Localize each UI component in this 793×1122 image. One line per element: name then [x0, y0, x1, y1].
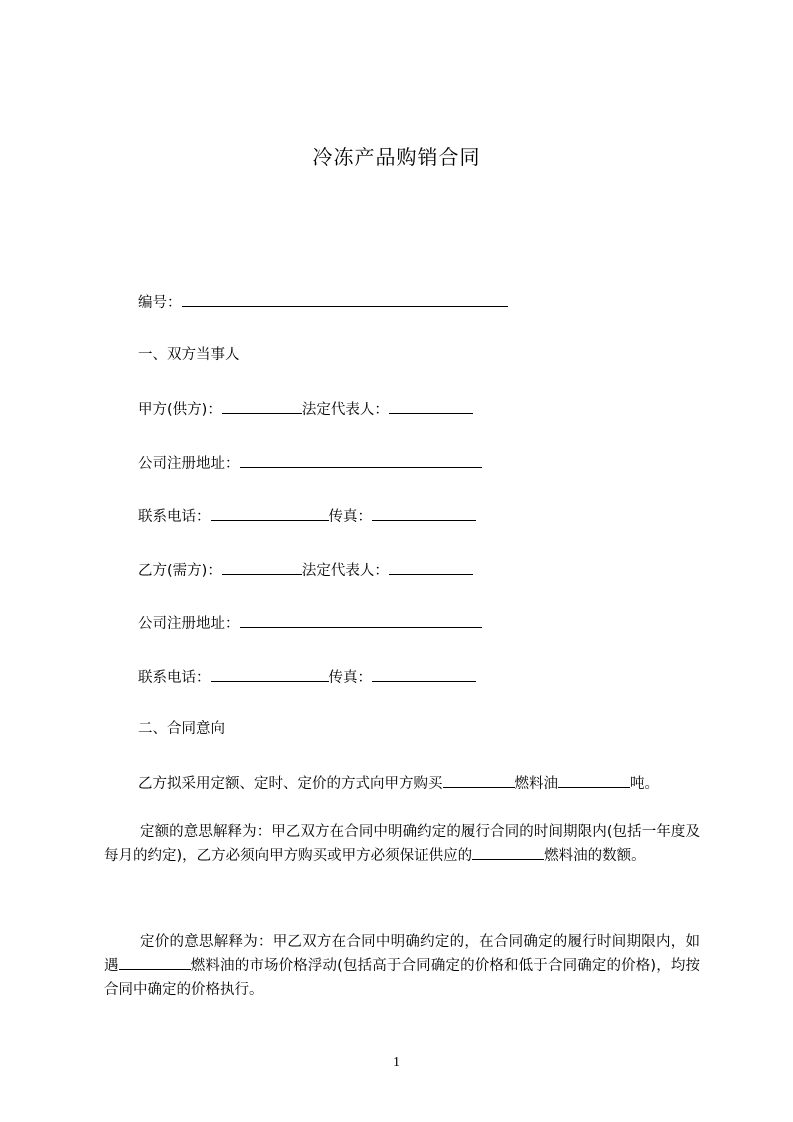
party-a-label: 甲方(供方)：	[138, 402, 222, 418]
page-title: 冷冻产品购销合同	[312, 145, 481, 169]
party-b-legal-rep-label: 法定代表人：	[301, 563, 389, 579]
price-text-2: 燃料油的市场价格浮动(包括高于合同确定的价格和低于合同确定的价格)，均按合同中确定的价格执行。	[104, 958, 700, 998]
price-definition-paragraph	[104, 930, 700, 1002]
party-a-fax-label: 传真：	[328, 509, 372, 525]
quota-product-blank	[472, 844, 544, 860]
section1-heading: 一、双方当事人	[138, 347, 240, 363]
party-a-legal-rep-blank	[389, 398, 473, 414]
party-b-label: 乙方(需方)：	[138, 563, 222, 579]
party-b-legal-rep-blank	[389, 559, 473, 575]
party-a-address-label: 公司注册地址：	[138, 456, 240, 472]
quota-text-1: 定额的意思解释为：甲乙双方在合同中明确约定的履行合同的时间期限内(包括一年度及每月的约定)，乙方必须向甲方购买或甲方必须保证供应的	[104, 824, 700, 864]
intent-text-3: 吨。	[630, 776, 659, 792]
price-product-blank	[119, 954, 191, 970]
intent-product-blank	[443, 772, 515, 788]
party-b-address-line	[138, 612, 482, 634]
party-b-address-blank	[240, 612, 482, 628]
party-a-fax-blank	[372, 505, 476, 521]
contract-number-line	[138, 291, 508, 313]
price-text-1: 定价的意思解释为：甲乙双方在合同中明确约定的，在合同确定的履行时间期限内，如遇	[104, 934, 700, 974]
quota-text-2: 燃料油的数额。	[544, 848, 646, 864]
party-a-name-blank	[222, 398, 302, 414]
page-number: 1	[393, 1055, 400, 1070]
intent-line	[138, 772, 659, 794]
party-a-address-blank	[240, 452, 482, 468]
party-b-phone-blank	[211, 666, 329, 682]
party-b-phone-label: 联系电话：	[138, 670, 211, 686]
party-b-fax-label: 传真：	[328, 670, 372, 686]
party-a-contact-line	[138, 505, 476, 527]
intent-text-1: 乙方拟采用定额、定时、定价的方式向甲方购买	[138, 776, 443, 792]
intent-text-2: 燃料油	[514, 776, 558, 792]
party-b-fax-blank	[372, 666, 476, 682]
party-b-name-blank	[222, 559, 302, 575]
party-a-line	[138, 398, 473, 420]
party-b-address-label: 公司注册地址：	[138, 616, 240, 632]
party-b-line	[138, 559, 473, 581]
section2-heading: 二、合同意向	[138, 721, 225, 737]
party-a-legal-rep-label: 法定代表人：	[301, 402, 389, 418]
quota-definition-paragraph	[104, 820, 700, 868]
party-a-phone-label: 联系电话：	[138, 509, 211, 525]
intent-quantity-blank	[558, 772, 630, 788]
party-a-phone-blank	[211, 505, 329, 521]
party-b-contact-line	[138, 666, 476, 688]
contract-number-blank	[182, 291, 508, 307]
party-a-address-line	[138, 452, 482, 474]
contract-number-label: 编号：	[138, 295, 182, 311]
